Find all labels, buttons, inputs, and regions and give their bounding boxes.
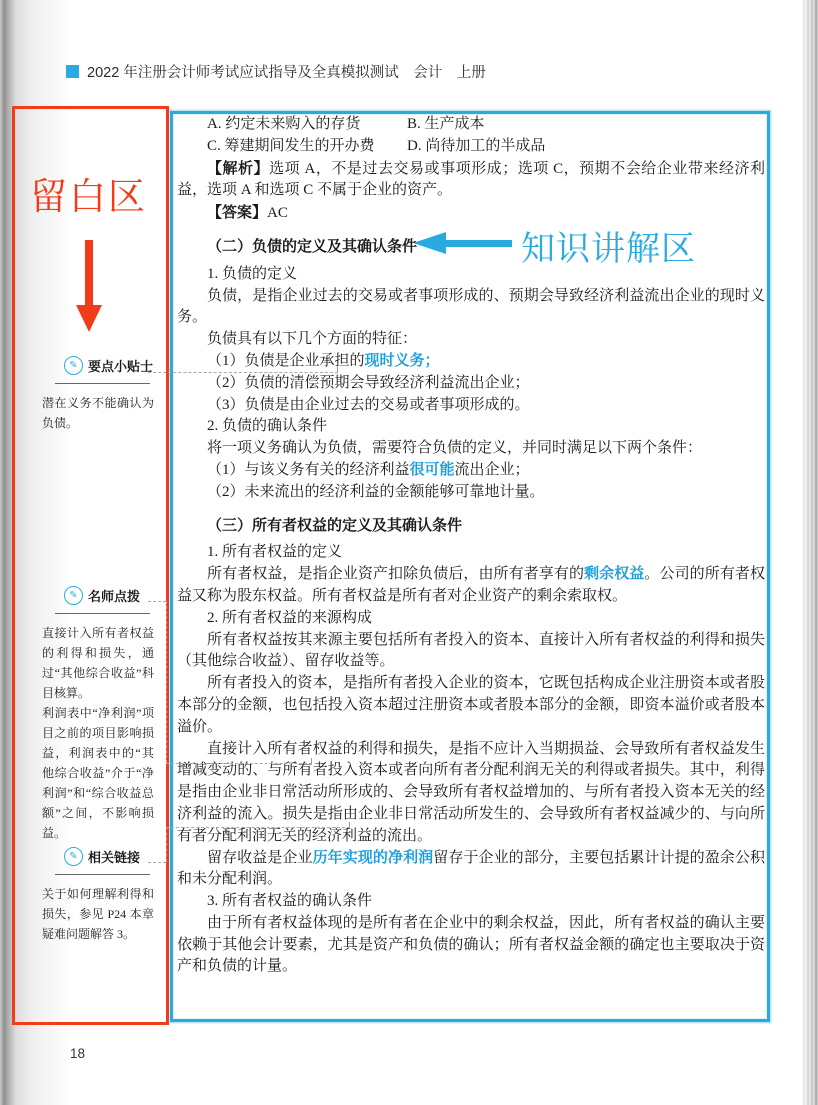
subheading: 2. 所有者权益的来源构成 [207, 609, 373, 626]
answer-text: AC [267, 205, 288, 222]
paragraph: 直接计入所有者权益的利得和损失，是指不应计入当期损益、会导致所有者权益发生增减变动的、与所有者投入资本或者向所有者分配利润无关的利得或者损失。其中，利得是指由企业非日常活动所形成的、会导致所有者权益增加的、与所有者投入资本无关的经济利益的流入。损失是指由企业非日常活动所发生的、会导致所有者权益减少的、与向所有者分配利润无关的经济利益的流出。 [177, 740, 765, 844]
keyword-probable: 很可能 [409, 461, 455, 478]
note-label: 名师点拨 [88, 589, 141, 604]
analysis-label: 【解析】 [207, 159, 270, 177]
leader-line-tip [148, 372, 338, 373]
note-label: 要点小贴士 [88, 359, 154, 374]
paragraph: 负债具有以下几个方面的特征： [207, 331, 418, 348]
down-arrow-icon [85, 240, 93, 306]
down-arrow-head-icon [76, 305, 102, 332]
note-paragraph: 直接计入所有者权益的利得和损失，通过“其他综合收益”科目核算。 [42, 626, 154, 700]
subheading: 1. 负债的定义 [207, 265, 298, 282]
text: 留存于企业的部分，主要包括累计计提的盈余公积和未分配利润。 [177, 849, 765, 888]
note-label: 相关链接 [88, 850, 141, 865]
pencil-icon: ✎ [64, 356, 83, 375]
leader-line-link [166, 827, 350, 828]
sidebar-note-tips [42, 356, 154, 433]
page-header [66, 61, 486, 82]
note-separator [55, 383, 150, 384]
note-paragraph: 潜在义务不能确认为负债。 [42, 396, 154, 430]
leader-line-guidance [166, 763, 312, 764]
note-body [42, 623, 154, 843]
paragraph: 由于所有者权益体现的是所有者在企业中的剩余权益，因此，所有者权益的确认主要依赖于其他会计要素，尤其是资产和负债的确认；所有者权益金额的确定也主要取决于资产和负债的计量。 [177, 914, 765, 975]
pencil-icon: ✎ [64, 847, 83, 866]
note-paragraph: 利润表中“净利润”项目之前的项目影响损益，利润表中的“其他综合收益”介于“净利润”和“综合收益总额”之间，不影响损益。 [42, 706, 154, 840]
paragraph: 所有者权益按其来源主要包括所有者投入的资本、直接计入所有者权益的利得和损失（其他综合收益）、留存收益等。 [177, 631, 765, 670]
book-right-edge [802, 0, 818, 1105]
text: 留存收益是企业 [207, 849, 313, 866]
book-title: 2022 年注册会计师考试应试指导及全真模拟测试 会计 上册 [87, 65, 486, 81]
paragraph: 将一项义务确认为负债，需要符合负债的定义，并同时满足以下两个条件： [207, 440, 703, 457]
leader-tick-guidance [311, 758, 312, 763]
knowledge-zone-label: 知识讲解区 [521, 230, 696, 268]
subheading: 3. 所有者权益的确认条件 [207, 893, 373, 910]
section-heading-equity: （三）所有者权益的定义及其确认条件 [207, 516, 463, 534]
text: 流出企业； [454, 461, 530, 478]
subheading: 2. 负债的确认条件 [207, 418, 328, 435]
keyword-net-profit: 历年实现的净利润 [312, 849, 434, 866]
leader-tick-tip [337, 367, 338, 372]
note-body [42, 884, 154, 944]
exam-option-b: B. 生产成本 [407, 116, 485, 132]
paragraph: 负债，是指企业过去的交易或者事项形成的、预期会导致经济利益流出企业的现时义务。 [177, 287, 765, 326]
leader-tick-link [349, 822, 350, 827]
exam-option-d: D. 尚待加工的半成品 [407, 137, 546, 154]
exam-option-a: A. 约定未来购入的存货 [207, 116, 361, 132]
note-header [42, 586, 154, 605]
list-item: （3）负债是由企业过去的交易或者事项形成的。 [207, 396, 530, 413]
header-square-icon [66, 65, 79, 78]
section-heading-liability: （二）负债的定义及其确认条件 [207, 237, 418, 255]
sidebar-note-guidance [42, 586, 154, 843]
exam-option-c: C. 筹建期间发生的开办费 [207, 137, 375, 154]
margin-zone-label: 留白区 [30, 176, 147, 217]
subheading: 1. 所有者权益的定义 [207, 544, 343, 561]
note-header [42, 356, 154, 375]
left-arrow-icon [444, 240, 512, 247]
keyword-residual-interest: 剩余权益 [584, 566, 645, 583]
page-number: 18 [70, 1046, 86, 1061]
paragraph: 所有者投入的资本，是指所有者投入企业的资本，它既包括构成企业注册资本或者股本部分的金额，也包括投入资本超过注册资本或者股本部分的金额，即资本溢价或者股本溢价。 [177, 675, 765, 735]
note-separator [55, 874, 150, 875]
analysis-text: 选项 A，不是过去交易或事项形成；选项 C，预期不会给企业带来经济利益，选项 A 和选项 C 不属于企业的资产。 [177, 160, 765, 199]
keyword-current-obligation: 现时义务； [364, 352, 440, 369]
list-item: （2）负债的清偿预期会导致经济利益流出企业； [207, 374, 530, 391]
answer-label: 【答案】 [207, 204, 268, 222]
left-arrow-head-icon [413, 232, 446, 254]
note-paragraph: 关于如何理解利得和损失，参见 P24 本章疑难问题解答 3。 [42, 887, 154, 941]
text: 所有者权益，是指企业资产扣除负债后，由所有者享有的 [207, 566, 585, 583]
note-separator [55, 613, 150, 614]
note-body [42, 393, 154, 433]
leader-line-guidance-vertical [166, 601, 167, 763]
note-header [42, 847, 154, 866]
sidebar-note-link [42, 847, 154, 944]
list-item: （2）未来流出的经济利益的金额能够可靠地计量。 [207, 483, 545, 500]
pencil-icon: ✎ [64, 586, 83, 605]
text: 。公司的所有者权益又称为股东权益。所有者权益是所有者对企业资产的剩余索取权。 [177, 566, 765, 604]
text: （1）负债是企业承担的 [207, 352, 365, 369]
text: （1）与该义务有关的经济利益 [207, 461, 410, 478]
leader-line-link-vertical [166, 827, 167, 862]
